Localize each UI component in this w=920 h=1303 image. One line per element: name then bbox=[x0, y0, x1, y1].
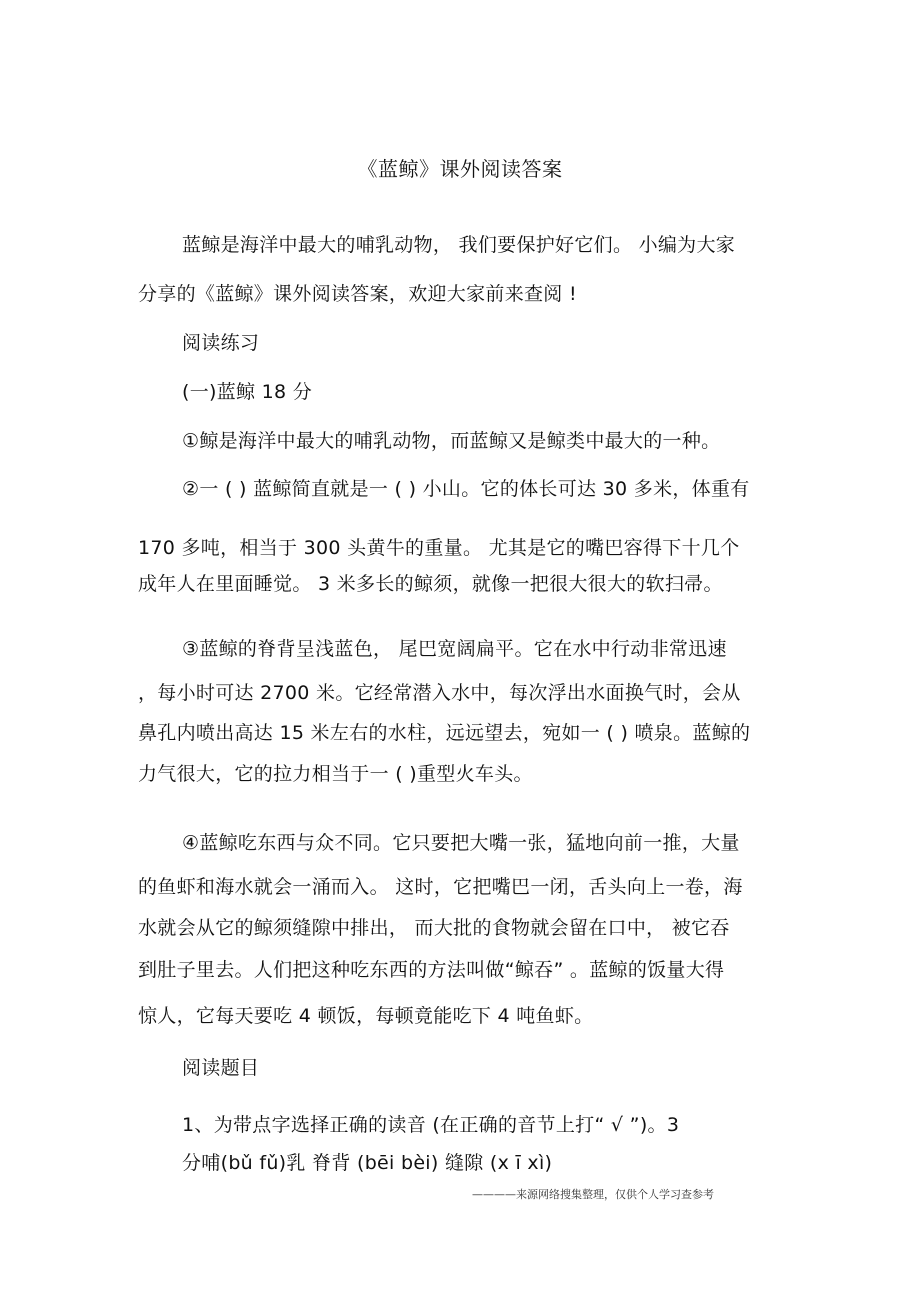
paragraph-3-line-1: ③蓝鲸的脊背呈浅蓝色， 尾巴宽阔扁平。它在水中行动非常迅速 bbox=[182, 638, 727, 660]
intro-line-2: 分享的《蓝鲸》课外阅读答案，欢迎大家前来查阅 ! bbox=[138, 283, 577, 305]
source-footer: ————来源网络搜集整理，仅供个人学习查参考 bbox=[472, 1188, 714, 1201]
section-heading-reading-questions: 阅读题目 bbox=[182, 1057, 260, 1079]
intro-line-1: 蓝鲸是海洋中最大的哺乳动物， 我们要保护好它们。 小编为大家 bbox=[182, 234, 736, 256]
question-1-line-2: 分哺(bǔ fǔ)乳 脊背 (bēi bèi) 缝隙 (x ī xì) bbox=[182, 1152, 553, 1174]
paragraph-2-line-2: 170 多吨，相当于 300 头黄牛的重量。 尤其是它的嘴巴容得下十几个 bbox=[138, 537, 740, 559]
paragraph-4-line-1: ④蓝鲸吃东西与众不同。它只要把大嘴一张，猛地向前一推，大量 bbox=[182, 832, 740, 854]
paragraph-3-line-3: 鼻孔内喷出高达 15 米左右的水柱，远远望去，宛如一 ( ) 喷泉。蓝鲸的 bbox=[138, 722, 751, 744]
paragraph-2-line-3: 成年人在里面睡觉。 3 米多长的鲸须，就像一把很大很大的软扫帚。 bbox=[138, 573, 723, 595]
question-1-line-1: 1、为带点字选择正确的读音 (在正确的音节上打“ √ ”)。3 bbox=[182, 1114, 680, 1136]
passage-heading: (一)蓝鲸 18 分 bbox=[182, 381, 313, 403]
paragraph-4-line-4: 到肚子里去。人们把这种吃东西的方法叫做“鲸吞” 。蓝鲸的饭量大得 bbox=[138, 959, 725, 981]
paragraph-3-line-2: ，每小时可达 2700 米。它经常潜入水中，每次浮出水面换气时，会从 bbox=[138, 682, 741, 704]
section-heading-reading-practice: 阅读练习 bbox=[182, 332, 260, 354]
paragraph-1: ①鲸是海洋中最大的哺乳动物，而蓝鲸又是鲸类中最大的一种。 bbox=[182, 430, 721, 452]
document-title: 《蓝鲸》课外阅读答案 bbox=[357, 157, 563, 181]
paragraph-2-line-1: ②一 ( ) 蓝鲸简直就是一 ( ) 小山。它的体长可达 30 多米，体重有 bbox=[182, 478, 750, 500]
paragraph-3-line-4: 力气很大，它的拉力相当于一 ( )重型火车头。 bbox=[138, 763, 533, 785]
paragraph-4-line-2: 的鱼虾和海水就会一涌而入。 这时，它把嘴巴一闭，舌头向上一卷，海 bbox=[138, 876, 743, 898]
paragraph-4-line-5: 惊人，它每天要吃 4 顿饭，每顿竟能吃下 4 吨鱼虾。 bbox=[138, 1005, 594, 1027]
paragraph-4-line-3: 水就会从它的鲸须缝隙中排出， 而大批的食物就会留在口中， 被它吞 bbox=[138, 917, 730, 939]
